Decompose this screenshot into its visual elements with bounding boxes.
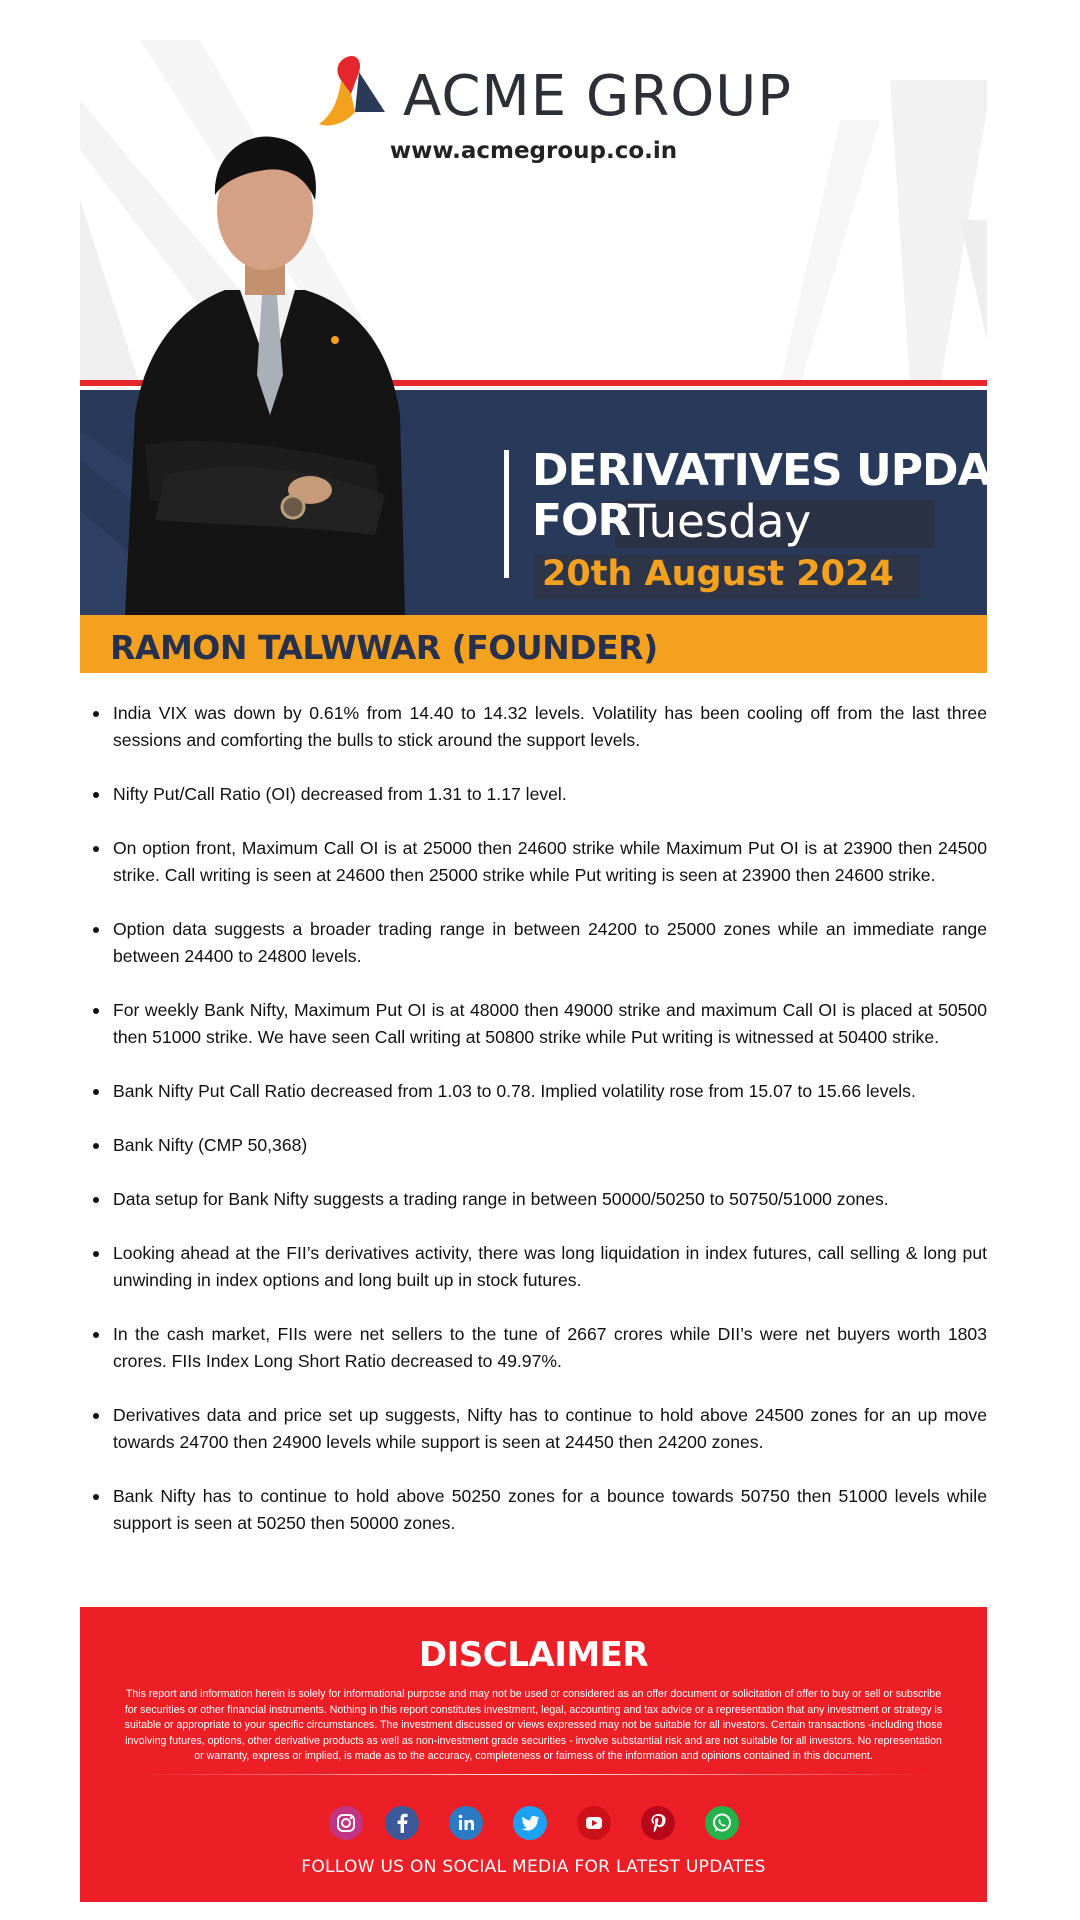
bullet-icon [93,1332,99,1338]
disclaimer-section [80,1607,987,1902]
list-item-text: Bank Nifty has to continue to hold above 50250 zones for a bounce towards 50750 then 51000 levels while support is seen at 50250 then 50000 zones. [113,1486,987,1533]
list-item [93,700,987,754]
bullet-icon [93,711,99,717]
list-item [93,781,987,808]
list-item [93,1078,987,1105]
list-item-text: In the cash market, FIIs were net sellers to the tune of 2667 crores while DII’s were net buyers worth 1803 crores. FIIs Index Long Short Ratio decreased to 49.97%. [113,1324,987,1371]
list-item-text: On option front, Maximum Call OI is at 25000 then 24600 strike while Maximum Put OI is at 23900 then 24500 strike. Call writing is seen at 24600 then 25000 strike while Put writing is seen at 23900 then 24600 strike. [113,838,987,885]
disclaimer-text: This report and information herein is solely for informational purpose and may not be used or considered as an offer document or solicitation of offer to buy or sell or subscribe for securities or other financial instruments. Nothing in this report constitutes investment, legal, accounting and tax advice or a representation that any investment or strategy is suitable or appropriate to your specific circumstances. The investment discussed or views expressed may not be suitable for all investors. Certain transactions -including those involving futures, options, other derivative products as well as non-investment grade securities - involve substantial risk and are not suitable for all investors. No representation or warranty, express or implied, is made as to the accuracy, completeness or fairness of the information and opinions contained in this document. [124,1688,943,1762]
headline: DERIVATIVES UPDATE [532,445,1046,496]
brand-name: ACME GROUP [403,64,793,129]
list-item-text: Bank Nifty Put Call Ratio decreased from 1.03 to 0.78. Implied volatility rose from 15.07 to 15.66 levels. [113,1081,916,1101]
list-item [93,1240,987,1294]
list-item [93,1132,987,1159]
founder-name: RAMON TALWWAR (FOUNDER) [110,628,658,667]
bullet-icon [93,792,99,798]
hero-banner [80,40,1046,675]
bullet-icon [93,1143,99,1149]
list-item [93,835,987,889]
list-item-text: For weekly Bank Nifty, Maximum Put OI is at 48000 then 49000 strike and maximum Call OI is placed at 50500 then 51000 strike. We have seen Call writing at 50800 strike while Put writing is witnessed at 50400 strike. [113,1000,987,1047]
social-links [80,1806,987,1842]
bullet-icon [93,846,99,852]
list-item-text: Bank Nifty (CMP 50,368) [113,1135,308,1155]
bullet-icon [93,1197,99,1203]
website-link[interactable]: www.acmegroup.co.in [389,138,678,164]
list-item [93,1321,987,1375]
whatsapp-icon[interactable] [705,1806,739,1840]
disclaimer-title: DISCLAIMER [418,1635,649,1675]
list-item-text: Option data suggests a broader trading range in between 24200 to 25000 zones while an immediate range between 24400 to 24800 levels. [113,919,987,966]
twitter-icon[interactable] [513,1806,547,1840]
bullet-icon [93,1008,99,1014]
bullet-icon [93,1413,99,1419]
instagram-icon[interactable] [329,1806,363,1840]
title-divider [504,450,509,578]
date-label: 20th August 2024 [542,554,894,594]
day-label: Tuesday [628,495,812,548]
bullet-icon [93,1251,99,1257]
headline-for: FOR [532,495,631,546]
facebook-icon[interactable] [385,1806,419,1840]
founder-photo [105,115,435,615]
list-item-text: Derivatives data and price set up suggests, Nifty has to continue to hold above 24500 zones for an up move towards 24700 then 24900 levels while support is seen at 24450 then 24200 zones. [113,1405,987,1452]
pinterest-icon[interactable] [641,1806,675,1840]
list-item [93,1402,987,1456]
youtube-icon[interactable] [577,1806,611,1840]
follow-us-text: FOLLOW US ON SOCIAL MEDIA FOR LATEST UPDATES [301,1857,766,1877]
list-item [93,916,987,970]
bullet-icon [93,927,99,933]
list-item-text: Nifty Put/Call Ratio (OI) decreased from 1.31 to 1.17 level. [113,784,567,804]
list-item [93,1483,987,1537]
list-item-text: Data setup for Bank Nifty suggests a trading range in between 50000/50250 to 50750/51000 zones. [113,1189,889,1209]
list-item [93,997,987,1051]
update-content [93,700,987,1564]
bullet-icon [93,1089,99,1095]
linkedin-icon[interactable] [449,1806,483,1840]
list-item-text: India VIX was down by 0.61% from 14.40 to 14.32 levels. Volatility has been cooling off from the last three sessions and comforting the bulls to stick around the support levels. [113,703,987,750]
disclaimer-divider [135,1774,932,1775]
list-item-text: Looking ahead at the FII’s derivatives activity, there was long liquidation in index futures, call selling & long put unwinding in index options and long built up in stock futures. [113,1243,987,1290]
bullet-icon [93,1494,99,1500]
list-item [93,1186,987,1213]
bullet-list [93,700,987,1537]
